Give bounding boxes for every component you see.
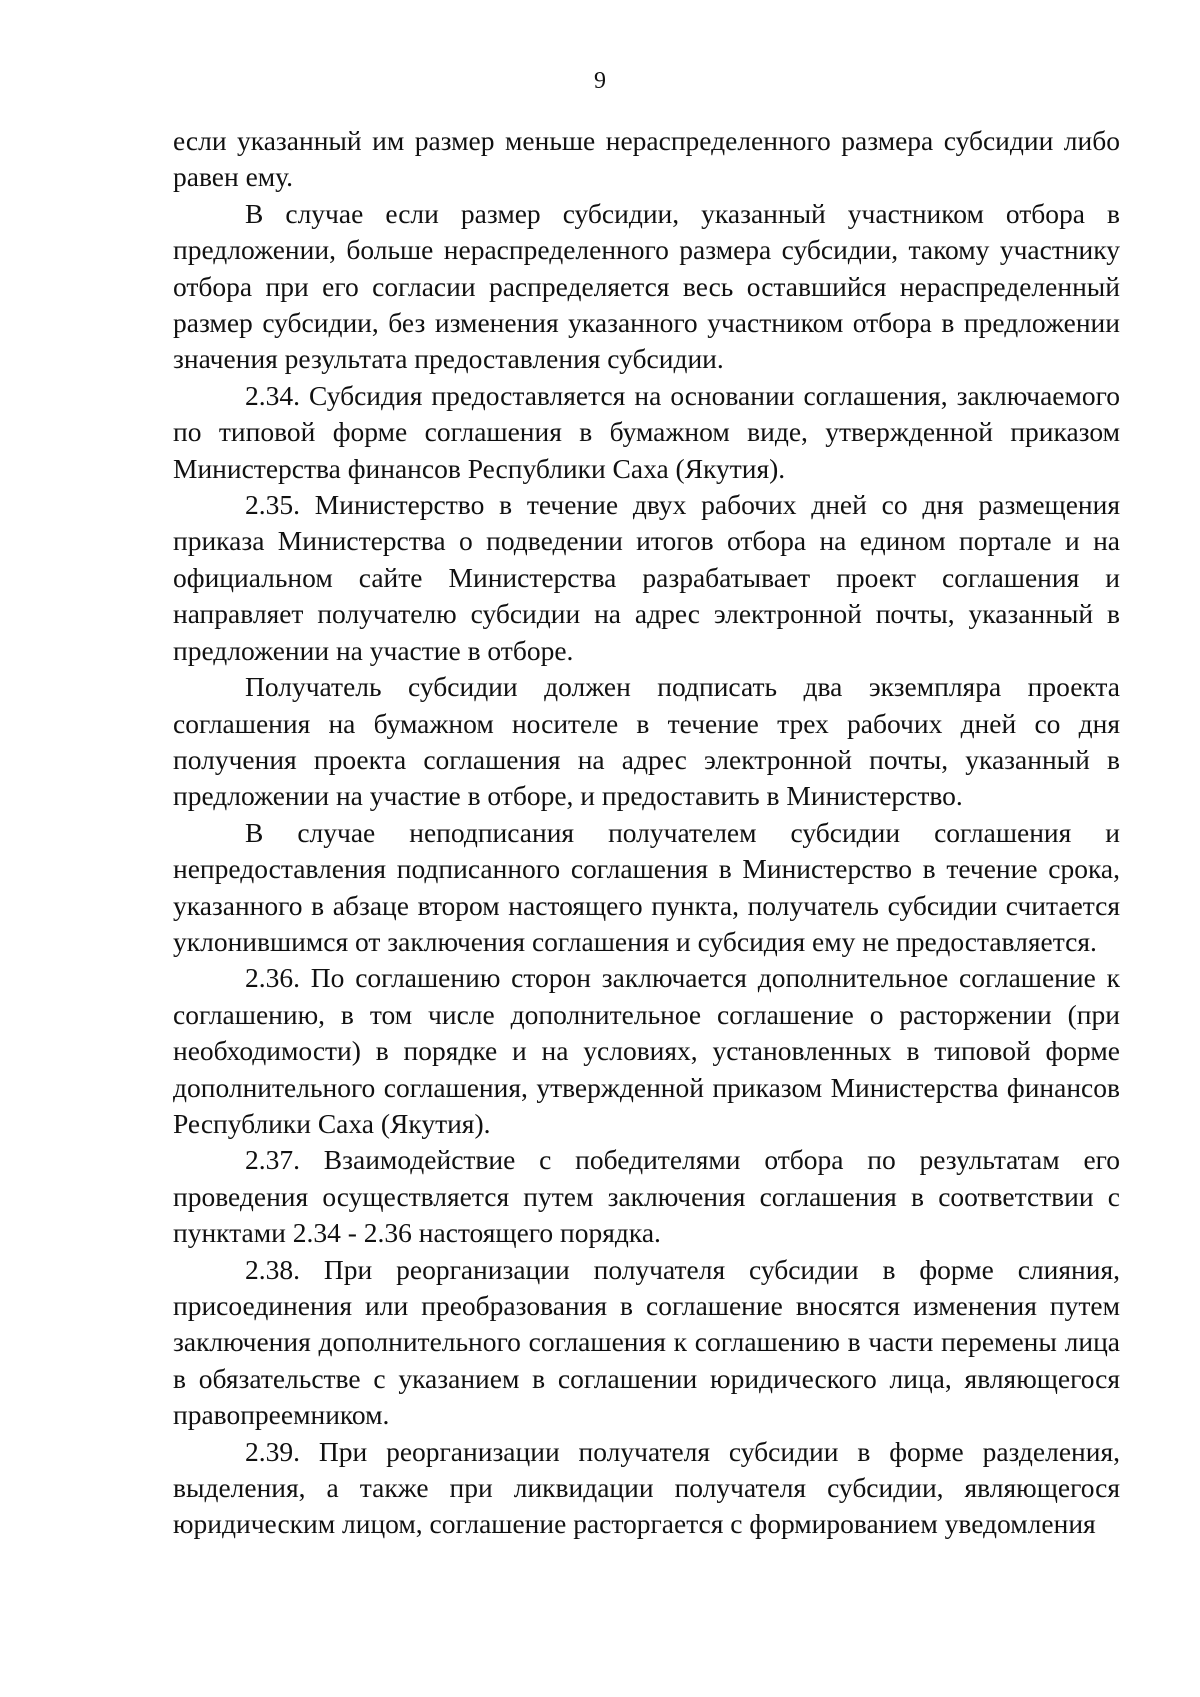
paragraph-2-37: 2.37. Взаимодействие с победителями отбора по результатам его проведения осуществляется путем заключения соглашения в соответствии с пунктами 2.34 - 2.36 настоящего порядка. bbox=[173, 1144, 1120, 1249]
paragraph-2-36: 2.36. По соглашению сторон заключается дополнительное соглашение к соглашению, в том числе дополнительное соглашение о расторжении (при необходимости) в порядке и на условиях, установленных в типовой форме дополнительного соглашения, утвержденной приказом Министерства финансов Республики Саха (Якутия). bbox=[173, 962, 1120, 1139]
paragraph-2-35: 2.35. Министерство в течение двух рабочих дней со дня размещения приказа Министерства о подведении итогов отбора на едином портале и на официальном сайте Министерства разрабатывает проект соглашения и направляет получателю субсидии на адрес электронной почты, указанный в предложении на участие в отборе. bbox=[173, 489, 1120, 666]
paragraph-2-34: 2.34. Субсидия предоставляется на основании соглашения, заключаемого по типовой форме соглашения в бумажном виде, утвержденной приказом Министерства финансов Республики Саха (Якутия). bbox=[173, 379, 1120, 484]
page-number: 9 bbox=[594, 68, 606, 94]
paragraph-subsidy-size-case: В случае если размер субсидии, указанный участником отбора в предложении, больше нераспределенного размера субсидии, такому участнику отбора при его согласии распределяется весь оставшийся нераспределенный размер субсидии, без изменения указанного участником отбора в предложении значения результата предоставления субсидии. bbox=[173, 197, 1120, 375]
paragraph-2-35-signing: Получатель субсидии должен подписать два экземпляра проекта соглашения на бумажном носителе в течение трех рабочих дней со дня получения проекта соглашения на адрес электронной почты, указанный в предложении на участие в отборе, и предоставить в Министерство. bbox=[173, 671, 1120, 812]
paragraph-2-35-non-signing: В случае неподписания получателем субсидии соглашения и непредоставления подписанного соглашения в Министерство в течение срока, указанного в абзаце втором настоящего пункта, получатель субсидии считается уклонившимся от заключения соглашения и субсидия ему не предоставляется. bbox=[173, 816, 1120, 957]
paragraph-2-38: 2.38. При реорганизации получателя субсидии в форме слияния, присоединения или преобразования в соглашение вносятся изменения путем заключения дополнительного соглашения к соглашению в части перемены лица в обязательстве с указанием в соглашении юридического лица, являющегося правопреемником. bbox=[173, 1253, 1120, 1431]
document-body bbox=[173, 123, 1120, 1543]
paragraph-continuation: если указанный им размер меньше нераспределенного размера субсидии либо равен ему. bbox=[173, 125, 1120, 193]
paragraph-2-39: 2.39. При реорганизации получателя субсидии в форме разделения, выделения, а также при ликвидации получателя субсидии, являющегося юридическим лицом, соглашение расторгается с формированием уведомления bbox=[173, 1435, 1120, 1540]
